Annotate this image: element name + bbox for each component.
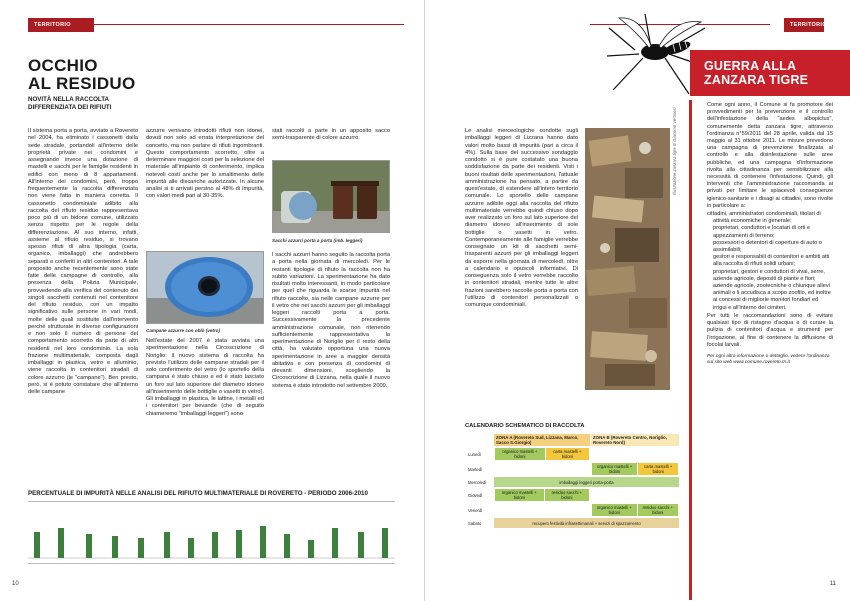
table-row	[466, 477, 680, 488]
article-column-3b: I sacchi azzurri hanno seguito la raccolta porta a porta nella giornata di mercoledì. Per le restanti tipologie di rifiuto la raccolta non ha subito variazioni. La sperimentazione ha dato risultati molto interessanti, in modo particolare per quel che riguarda le scarse impurità nel rifiuto raccolto, sia nelle campane azzurre per il vetro che nei sacchi azzurri per gli imballaggi leggeri raccolti porta a porta. Successivamente la precedente amministrazione comunale, non ritenendo sufficientemente rappresentativa la sperimentazione di Noriglio per il resto della città, ha valutato opportuna una nuova sperimentazione in aree a maggior densità abitativa e con presenza di condomini di rilevanti dimensioni, scegliendo la Circoscrizione di Lizzana, nella quale il nuovo sistema è stato introdotto nel settembre 2009.	[272, 252, 390, 389]
sidebar-accent-bar	[689, 100, 692, 600]
sidebar-closing: Per tutti le raccomandazioni sono di evitare qualsiasi tipo di ristagno d'acqua e di curare la pulizia di contenitori d'acqua e strumenti per l'irrigazione, al fine di contenere la diffusione di focolai larvali.	[707, 312, 833, 348]
day-label: Martedì	[466, 462, 494, 477]
photo-caption: Campane azzurre con oblò (vetro)	[146, 328, 221, 333]
table-cell	[590, 462, 679, 477]
article-column-2b: Nell'estate del 2007 è stata avviata una sperimentazione nella Circoscrizione di Noriglio: il nuovo sistema di raccolta ha previsto l'utilizzo delle campane stradali per il solo conferimento del vetro (lo sportello della campana è stato chiuso e ed è stato lasciato un foro sul lato superiore del diametro idoneo all'inserimento delle bottiglie o vasetti in vetro). Gli imballaggi in plastica, le lattine, i metalli ed i contenitori per bevande (che di seguito chiameremo "imballaggi leggeri") sono	[146, 338, 264, 417]
residual-cell: residuo sacchi + bidoni	[637, 504, 678, 517]
article-subtitle: NOVITÀ NELLA RACCOLTA DIFFERENZIATA DEI RIFIUTI	[28, 96, 112, 111]
day-label: Giovedì	[466, 488, 494, 503]
day-label: Venerdì	[466, 503, 494, 518]
photo-blue-bags	[272, 160, 390, 233]
list-item: possessori o detentori di coperture di auto o assimilabili;	[713, 239, 822, 254]
light-packaging-cell: imballaggi leggeri porta-porta	[494, 477, 680, 488]
sidebar-intro: Come ogni anno, il Comune si fa promotore dei provvedimenti per la prevenzione e il controllo dell'infestazione della "aedes albopictus", comunemente detta zanzara tigre, attraverso l'ordinanza n°59/2011 del 28 aprile, valida dal 15 maggio al 31 ottobre 2011. Le misure prevedono una campagna di prevenzione finalizzata al controllo e alla disinfestazione sulle aree pubbliche, ed una campagna d'informazione rivolta alla cittadinanza per sensibilizzare alla necessità di contenere l'infestazione. Quindi, gli interventi che l'amministrazione raccomanda ai privati per limitare le spiacevoli conseguenze igienico-sanitarie e i disagi ai cittadini, sono rivolte in particolare a:	[707, 102, 833, 209]
table-row	[466, 434, 680, 447]
table-cell	[590, 503, 679, 518]
day-label: Mercoledì	[466, 477, 494, 488]
collection-calendar	[465, 433, 680, 529]
list-item: cittadini, amministratori condominiali, titolari di attività economiche in generale;	[707, 211, 821, 225]
photo-blue-bin	[146, 251, 264, 324]
sidebar-title-line-2: ZANZARA TIGRE	[704, 73, 809, 87]
paper-cell: carta mastelli + bidoni	[638, 463, 679, 476]
table-row	[466, 518, 680, 529]
organic-cell: organico mastelli + bidoni	[591, 463, 637, 476]
blue-bin-illustration	[147, 252, 264, 324]
sidebar-content	[707, 102, 833, 592]
zone-b-header: ZONA B (Rovereto Centro, Noriglio, Rovereto Nord)	[590, 434, 679, 447]
table-row	[466, 462, 680, 477]
divider	[94, 24, 404, 25]
paper-cell: carta mastelli + bidoni	[545, 448, 589, 461]
title-line-1: OCCHIO	[28, 56, 98, 75]
section-tag: TERRITORIO	[784, 18, 824, 32]
page-number: 11	[829, 581, 836, 587]
list-item: gestori e responsabili di contenitori e ambiti atti alla raccolta di rifiuti solidi urbani;	[713, 254, 830, 268]
table-cell	[494, 462, 591, 477]
sidebar-title-line-1: GUERRA ALLA	[704, 59, 797, 73]
illustration-credit: Illustrazione zanzara tigre di Giacomo Veronesi	[672, 107, 677, 195]
impurity-bar-strip	[28, 502, 395, 565]
article-title	[28, 57, 136, 93]
article-column-2a: azzurre venivano introdotti rifiuti non idonei, dovuti non solo ad errata interpretazione del concetto, ma non parlare di rifiuti ingombranti. Questo comportamento scorretto, oltre a determinare maggiori costi per la selezione del materiale all'impianto di conferimento, implica notevoli costi anche per lo smaltimento delle impurità alle discariche autorizzate. In alcune analisi si è arrivati persino al 48% di impurità, con valori medi pari al 30-35%.	[146, 128, 264, 200]
table-cell	[494, 503, 591, 518]
impurity-chart-area	[28, 501, 395, 564]
blue-bags-illustration	[273, 161, 390, 233]
info-note: Per ogni altra informazione o dettaglio, vedere l'ordinanza sul sito web www.comune.rovereto.tn.it	[707, 353, 830, 365]
table-cell	[466, 434, 494, 447]
list-item: proprietari, conduttori e locatari di orti e appezzamenti di terreno;	[713, 225, 811, 239]
article-column-1: Il sistema porta a porta, avviato a Rovereto nel 2004, ha eliminato i cassonetti dalla sede stradale, portandoli all'interno delle proprietà private nei condomini e assegnando invece una dotazione di mastelli e sacchi per le famiglie residenti in edifici con meno di 8 appartamenti. All'interno dei condomini, però, troppo frequentemente la raccolta differenziata non viene fatta in maniera corretta. Il cassonetto condominiale adibito alla raccolta del rifiuto residuo rappresentava poco più di un bidone comune, utilizzato senza rispetto per le regole della differenziazione. Al suo interno, infatti, assieme al rifiuto residuo, si trovano spesso rifiuti di altra tipologia (carta, organico, imballaggi) che andrebbero separati e conferiti in altri contenitori. A tale proposito anche recentemente sono state fatte delle campagne di controllo, alla presenza della Polizia Municipale, provvedendo alla verifica del contenuto dei singoli sacchetti contenuti nel contenitore del rifiuto residuo, con un impatto significativo sulle persone in vari modi, molte delle quali sostituite dall'intervento perché strutturate in diverse configurazioni e non solo il numero di persone del comportamento scorretto da parte di altri residenti nel loro condominio. La sola frazione multimateriale, composta dagli imballaggi in plastica, vetro e alluminio, viene raccolta in contenitori stradali di colore azzurro (le "campane"). Ben presto, però, si è potuto constatare che all'interno delle campane	[28, 128, 138, 395]
organic-cell: organico mastelli + bidoni	[495, 489, 545, 502]
photo-waste-pile	[585, 128, 670, 390]
sidebar-title-box	[690, 50, 850, 96]
calendar-title: CALENDARIO SCHEMATICO DI RACCOLTA	[465, 423, 585, 429]
list-item: aziende agricole, zootecniche o chiunque allevi animali o li accudisca a scopo zoofilo, ed inoltre ai concessi di migliorie monitori fondiari ed irrigui e all'interno dei cimiteri.	[713, 283, 831, 311]
photo-caption: Sacchi azzurri porta a porta (imb. leggeri)	[272, 238, 363, 243]
zone-a-header: ZONA A (Rovereto Sud, Lizzana, Marco, Sacco S.Giorgio)	[494, 434, 591, 447]
article-column-3a: stati raccolti a parte in un apposito sacco semi-trasparente di colore azzurro.	[272, 128, 390, 142]
table-cell	[590, 488, 679, 503]
table-cell	[590, 447, 679, 462]
organic-cell: organico mastelli + bidoni	[591, 504, 637, 517]
title-line-2: AL RESIDUO	[28, 74, 136, 93]
article-column-1: Le analisi merceologiche condotte sugli imballaggi leggeri di Lizzana hanno dato valori molto bassi di impurità (pari a circa il 4%). Sulla base del successivo sondaggio condotto si è pure costatato una buona soddisfazione da parte dei residenti. Visti i buoni risultati delle sperimentazioni, l'attuale amministrazione ha pensato, a partire da quest'estate, di estendere all'intero territorio comunale. Lo sportello delle campane azzurre adibite oggi alla raccolta del rifiuto multimateriale verrebbe quindi chiuso dopo aver realizzato un foro sul lato superiore del diametro idoneo all'inserimento di sole bottiglie o vasetti in vetro. Contemporaneamente alle famiglie verrebbe consegnato un kit di sacchetti semi-trasparenti azzurri per gli imballaggi leggeri da esporre nella giornata di mercoledì, oltre a calendario e opuscoli informativi. Di conseguenza solo il vetro verrebbe raccolto in contenitori stradali, mentre tutte le altre frazioni sarebbero raccolte porta a porta con l'utilizzo di contenitori personalizzati o comunque condominiali.	[465, 128, 578, 308]
stats-title: PERCENTUALE DI IMPURITÀ NELLE ANALISI DEL RIFIUTO MULTIMATERIALE DI ROVERETO - PERIODO 2006-2010	[28, 490, 368, 497]
section-tag: TERRITORIO	[28, 18, 94, 32]
page-number: 10	[12, 581, 19, 587]
table-cell	[494, 488, 591, 503]
table-row	[466, 447, 680, 462]
organic-cell: organico mastelli + bidoni	[495, 448, 546, 461]
day-label: Lunedì	[466, 447, 494, 462]
bullet-list	[707, 211, 833, 312]
day-label: Sabato	[466, 518, 494, 529]
table-row	[466, 488, 680, 503]
list-item: proprietari, gestori e conduttori di vivai, serre, aziende agricole, depositi di piante e fiori;	[713, 268, 825, 282]
residual-cell: residuo sacchi + bidoni	[544, 489, 589, 502]
table-row	[466, 503, 680, 518]
table-cell	[494, 447, 591, 462]
recovery-cell: recupero festività infrasettimanali + servizi di spazzamento	[494, 518, 680, 529]
waste-pile-illustration	[585, 128, 670, 390]
right-page	[425, 0, 850, 601]
